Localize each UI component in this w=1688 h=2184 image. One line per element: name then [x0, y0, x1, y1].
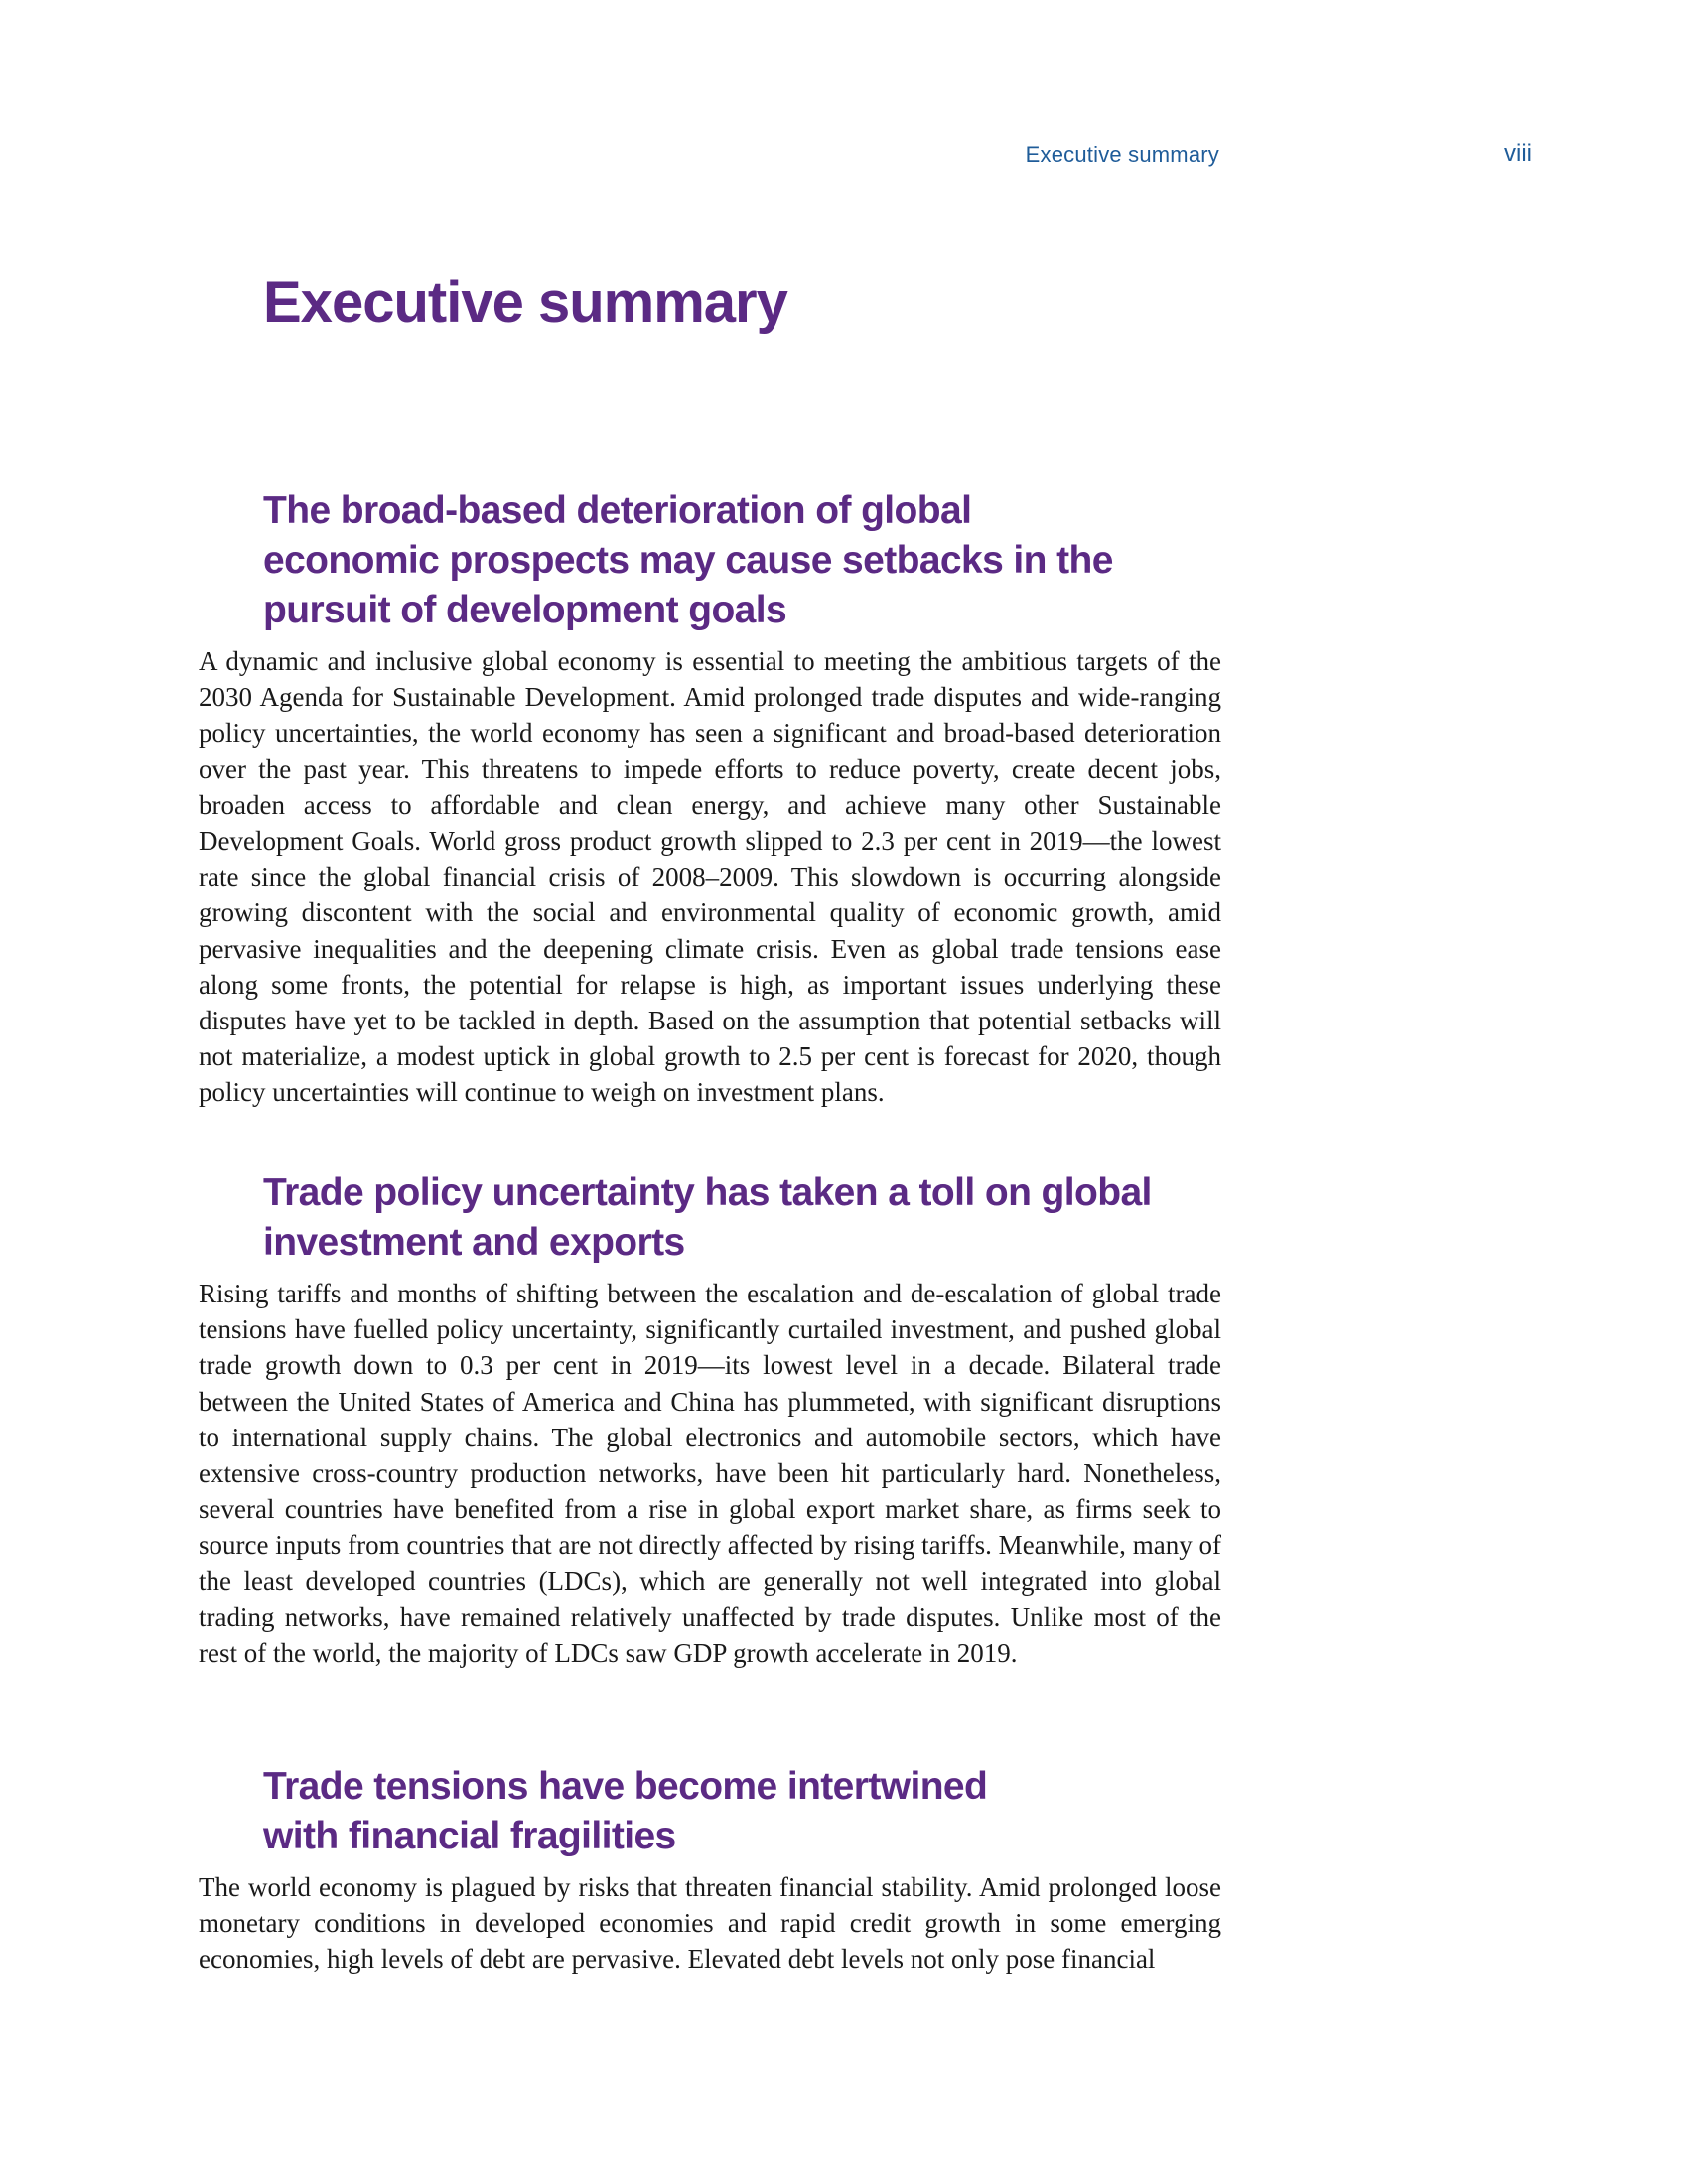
section-trade-policy-uncertainty	[0, 1168, 1688, 1671]
section-heading: Trade tensions have become intertwined with financial fragilities	[263, 1765, 988, 1857]
running-title: Executive summary	[1025, 142, 1219, 167]
section-financial-fragilities	[0, 1762, 1688, 1978]
section-global-prospects	[0, 486, 1688, 1111]
section-heading: The broad-based deterioration of global economic prospects may cause setbacks in the pursuit of development goals	[263, 489, 1113, 631]
section-body: A dynamic and inclusive global economy is essential to meeting the ambitious targets of the 2030 Agenda for Sustainable Development. Amid prolonged trade disputes and wide-ranging policy uncertainties, the world economy has seen a significant and broad-based deterioration over the past year. This threatens to impede efforts to reduce poverty, create decent jobs, broaden access to affordable and clean energy, and achieve many other Sustainable Development Goals. World gross product growth slipped to 2.3 per cent in 2019—the lowest rate since the global financial crisis of 2008–2009. This slowdown is occurring alongside growing discontent with the social and environmental quality of economic growth, amid pervasive inequalities and the deepening climate crisis. Even as global trade tensions ease along some fronts, the potential for relapse is high, as important issues underlying these disputes have yet to be tackled in depth. Based on the assumption that potential setbacks will not materialize, a modest uptick in global growth to 2.5 per cent is forecast for 2020, though policy uncertainties will continue to weigh on investment plans.	[199, 646, 1221, 1108]
section-heading: Trade policy uncertainty has taken a toll on global investment and exports	[263, 1171, 1152, 1264]
running-header	[0, 142, 1688, 172]
section-body: The world economy is plagued by risks that threaten financial stability. Amid prolonged loose monetary conditions in developed economies and rapid credit growth in some emerging economies, high levels of debt are pervasive. Elevated debt levels not only pose financial	[199, 1872, 1221, 1975]
section-body: Rising tariffs and months of shifting between the escalation and de-escalation of global trade tensions have fuelled policy uncertainty, significantly curtailed investment, and pushed global trade growth down to 0.3 per cent in 2019—its lowest level in a decade. Bilateral trade between the United States of America and China has plummeted, with significant disruptions to international supply chains. The global electronics and automobile sectors, which have extensive cross-country production networks, have been hit particularly hard. Nonetheless, several countries have benefited from a rise in global export market share, as firms seek to source inputs from countries that are not directly affected by rising tariffs. Meanwhile, many of the least developed countries (LDCs), which are generally not well integrated into global trading networks, have remained relatively unaffected by trade disputes. Unlike most of the rest of the world, the majority of LDCs saw GDP growth accelerate in 2019.	[199, 1279, 1221, 1669]
page-number: viii	[1504, 140, 1532, 167]
chapter-title: Executive summary	[263, 270, 787, 335]
